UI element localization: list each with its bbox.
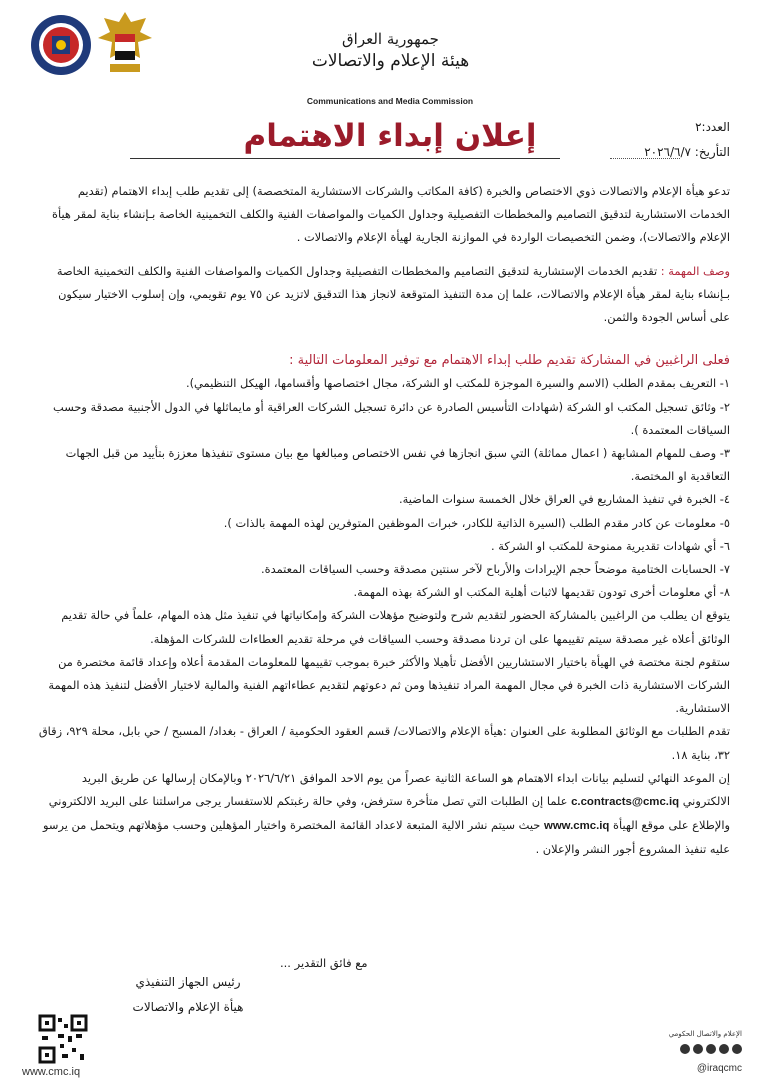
deadline-paragraph [36,767,730,862]
requirement-item: ٧- الحسابات الختامية موضحاً حجم الإيرادات والأرباح لآخر سنتين مصدقة وحسب السياقات المعتمدة. [261,562,730,577]
date-underline [610,158,680,159]
document-date: التأريخ: ٢٠٢٦/٦/٧ [644,145,730,159]
deadline-text-2: علما إن الطلبات التي تصل متأخرة سترفض، وفي حالة رغبتكم للاستفسار يرجى مراسلتنا على البريد الالكتروني والإطلاع على موقع الهيأة [48,794,730,833]
iraq-eagle-emblem [94,8,156,80]
signatory-organization: هيأة الإعلام والاتصالات [132,1000,244,1014]
deadline-text-3: حيث سيتم نشر الالية المتبعة لاعداد القائمة المختصرة واختيار المؤهلين وحسب مؤهلاتهم ويتحمل من يرسو عليه تنفيذ المشروع أجور النشر والإعلان . [43,818,730,857]
instagram-icon[interactable] [693,1044,703,1054]
social-icons [680,1044,742,1054]
requirement-item: ١- التعريف بمقدم الطلب (الاسم والسيرة الموجزة للمكتب او الشركة، مجال اختصاصها وأقسامها، الهيكل التنظيمي). [185,376,730,391]
task-description [36,260,730,330]
commission-name-ar: هيئة الإعلام والاتصالات [311,51,470,71]
requirement-item: ٢- وثائق تسجيل المكتب او الشركة (شهادات التأسيس الصادرة عن دائرة تسجيل الشركات العراقية أو مايماثلها في الدول الأجنبية مصدقة وحسب السياقات المعتمدة ). [53,399,730,437]
social-handle[interactable]: @iraqcmc [696,1063,742,1074]
closing-phrase: مع فائق التقدير ... [280,956,368,970]
requirement-item: ٦- أي شهادات تقديرية ممنوحة للمكتب او الشركة . [491,538,730,553]
intro-paragraph: تدعو هيأة الإعلام والاتصالات ذوي الاختصاص والخبرة (كافة المكاتب والشركات الاستشارية المتخصصة) إلى تقديم طلب إبداء الاهتمام (تقديم الخدمات الاستشارية لتدقيق التصاميم والمخططات التفصيلية وجداول الكميات والمواصفات الفنية والكلف التخمينية الخاصة بـإنشاء بناية لمقر هيأة الإعلام والاتصالات)، وضمن التخصيصات الواردة في الموازنة الجارية لهيأة الإعلام والاتصالات . [52,184,730,245]
address-paragraph: تقدم الطلبات مع الوثائق المطلوبة على العنوان :هيأة الإعلام والاتصالات/ قسم العقود الحكومية / العراق - بغداد/ المسبح / حي بابل، محلة ٩٢٩، زقاق ٣٢، بناية ١٨. [38,724,730,762]
facebook-icon[interactable] [732,1044,742,1054]
requirement-item: ٥- معلومات عن كادر مقدم الطلب (السيرة الذاتية للكادر، خبرات الموظفين المتوفرين لهذه المهمة بالذات ). [223,515,730,530]
task-label: وصف المهمة : [660,263,730,278]
cmc-circle-logo [30,14,92,76]
requirements-heading: فعلى الراغبين في المشاركة تقديم طلب إبداء الاهتمام مع توفير المعلومات التالية : [289,353,730,369]
page-title: إعلان إبداء الاهتمام [243,118,537,154]
telegram-icon[interactable] [706,1044,716,1054]
commission-name-en: Communications and Media Commission [306,96,474,106]
website-link[interactable]: www.cmc.iq [543,820,610,833]
requirement-item: ٨- أي معلومات أخرى تودون تقديمها لاثبات أهلية المكتب او الشركة بهذه المهمة. [353,585,730,600]
committee-paragraph: ستقوم لجنة مختصة في الهيأة باختيار الاستشاريين الأفضل تأهيلا والأكثر خبرة بموجب تقييمها للمعلومات المقدمة أعلاه وإعداد قائمة مختصرة من الشركات الاستشارية ذات الخبرة في مجال المهمة المراد تنفيذها ومن ثم دعوتهم لتقديم عطاءاتهم الفنية والمالية لاختيار الأفضل لتنفيذ هذه المهمة الاستشارية. [48,654,730,716]
task-text: تقديم الخدمات الإستشارية لتدقيق التصاميم والمخططات التفصيلية وجداول الكميات والمواصفات الفنية والكلف التخمينية الخاصة بـإنشاء بناية لمقر هيأة الإعلام والاتصالات، علما إن مدة التنفيذ المتوقعة لانجاز هذا التدقيق لاتزيد عن ٧٥ يوم تقويمي، وإن إسلوب الاختيار سيكون على أساس الجودة والثمن. [56,263,730,325]
expectation-paragraph: يتوقع ان يطلب من الراغبين بالمشاركة الحضور لتقديم شرح ولتوضيح مؤهلات الشركة وإمكانياتها في تنفيذ مثل هذه المهام، علماً في حالة تقديم الوثائق أعلاه غير مصدقة سيتم تقييمها على ان تردنا مصدقة وحسب السياقات في مرحلة تقديم العطاءات للشركات المؤهلة. [61,608,730,646]
qr-code[interactable] [38,1014,88,1064]
youtube-icon[interactable] [719,1044,729,1054]
requirement-item: ٤- الخبرة في تنفيذ المشاريع في العراق خلال الخمسة سنوات الماضية. [398,492,730,507]
deadline-text-1: إن الموعد النهائي لتسليم بيانات ابداء الاهتمام هو الساعة الثانية عصراً من يوم الاحد الموافق ٢٠٢٦/٦/٢١ وبالإمكان إرسالها عن طريق البريد الالكتروني [81,770,730,809]
gov-communication-label: الإعلام والاتصال الحكومي [668,1030,742,1038]
document-number: العدد:٢ [695,120,730,134]
signatory-title: رئيس الجهاز التنفيذي [135,975,241,989]
announcement-body [36,170,730,862]
contracts-email-link[interactable]: c.contracts@cmc.iq [571,796,680,809]
x-icon[interactable] [680,1044,690,1054]
commission-arabic-logotype [298,28,483,72]
title-underline [130,158,560,159]
footer-website[interactable]: www.cmc.iq [22,1066,81,1078]
republic-name: جمهورية العراق [342,30,439,48]
requirement-item: ٣- وصف للمهام المشابهة ( اعمال مماثلة) التي سبق انجازها في نفس الاختصاص ومبالغها مع بيان مستوى تنفيذها معززة بتأييد من قبل الجهات التعاقدية او المختصة. [65,446,730,484]
